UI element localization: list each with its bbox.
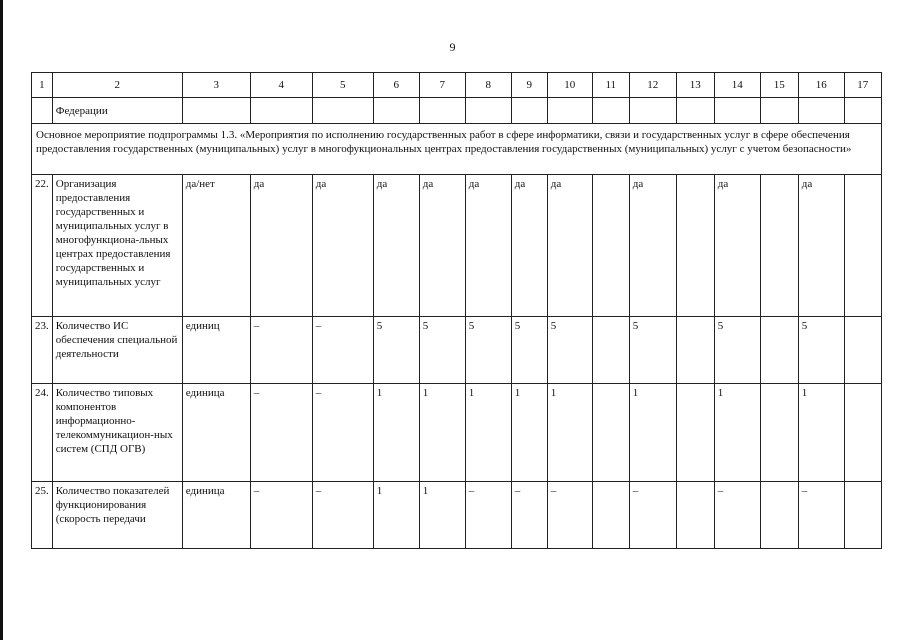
value-cell: 1 [419, 482, 465, 549]
unit-cell: да/нет [182, 175, 250, 317]
table-cell [798, 98, 844, 124]
table-cell [511, 98, 547, 124]
indicator-name-cell: Федерации [52, 98, 182, 124]
value-cell: 1 [547, 384, 592, 482]
table-body [32, 73, 882, 549]
table-cell [250, 98, 312, 124]
value-cell: 5 [714, 317, 760, 384]
column-header: 13 [676, 73, 714, 98]
value-cell: да [547, 175, 592, 317]
value-cell [844, 317, 881, 384]
value-cell: 5 [798, 317, 844, 384]
value-cell: 5 [465, 317, 511, 384]
table-row [32, 482, 882, 549]
column-header: 1 [32, 73, 53, 98]
value-cell: 1 [798, 384, 844, 482]
row-number: 22. [32, 175, 53, 317]
column-header: 10 [547, 73, 592, 98]
value-cell: да [373, 175, 419, 317]
value-cell [676, 384, 714, 482]
page-number: 9 [449, 40, 456, 54]
value-cell [760, 317, 798, 384]
value-cell: 1 [373, 384, 419, 482]
table-cell [32, 98, 53, 124]
value-cell: – [798, 482, 844, 549]
indicators-table [31, 72, 882, 549]
value-cell [592, 384, 629, 482]
value-cell [844, 175, 881, 317]
value-cell: – [547, 482, 592, 549]
table-cell [760, 98, 798, 124]
value-cell [760, 175, 798, 317]
value-cell: 1 [714, 384, 760, 482]
value-cell [592, 317, 629, 384]
column-header: 11 [592, 73, 629, 98]
table-cell [419, 98, 465, 124]
column-header: 3 [182, 73, 250, 98]
unit-cell: единица [182, 384, 250, 482]
value-cell [760, 482, 798, 549]
value-cell: да [312, 175, 373, 317]
column-header: 8 [465, 73, 511, 98]
value-cell [592, 175, 629, 317]
value-cell [760, 384, 798, 482]
value-cell: 1 [629, 384, 676, 482]
value-cell: да [714, 175, 760, 317]
column-header: 9 [511, 73, 547, 98]
table-cell [373, 98, 419, 124]
column-header: 2 [52, 73, 182, 98]
value-cell: 5 [373, 317, 419, 384]
column-header: 14 [714, 73, 760, 98]
column-header: 4 [250, 73, 312, 98]
table-row [32, 98, 882, 124]
value-cell: – [312, 317, 373, 384]
column-header: 7 [419, 73, 465, 98]
row-number: 24. [32, 384, 53, 482]
value-cell: да [465, 175, 511, 317]
value-cell: – [714, 482, 760, 549]
table-row [32, 175, 882, 317]
section-row [32, 124, 882, 175]
table-row [32, 317, 882, 384]
table-cell [844, 98, 881, 124]
column-header: 15 [760, 73, 798, 98]
value-cell: – [312, 482, 373, 549]
value-cell: 5 [511, 317, 547, 384]
value-cell: 5 [629, 317, 676, 384]
section-title: Основное мероприятие подпрограммы 1.3. «Мероприятия по исполнению государственных работ в сфере информатики, связи и государственных услуг в сфере обеспечения предоставления государственных (муниципальных) услуг в многофукциональных центрах предоставления государственных (муниципальных) услуг с учетом безопасности» [32, 124, 882, 175]
value-cell: да [629, 175, 676, 317]
value-cell: да [798, 175, 844, 317]
row-number: 25. [32, 482, 53, 549]
table-cell [629, 98, 676, 124]
value-cell [676, 317, 714, 384]
column-header: 6 [373, 73, 419, 98]
column-header: 17 [844, 73, 881, 98]
table-cell [312, 98, 373, 124]
value-cell [676, 482, 714, 549]
indicator-name-cell: Организация предоставления государственных и муниципальных услуг в многофункциона-льных центрах предоставления государственных и муниципальных услуг [52, 175, 182, 317]
value-cell: 1 [511, 384, 547, 482]
value-cell [844, 384, 881, 482]
row-number: 23. [32, 317, 53, 384]
value-cell: 5 [419, 317, 465, 384]
value-cell: да [419, 175, 465, 317]
indicator-name-cell: Количество показателей функционирования (скорость передачи [52, 482, 182, 549]
value-cell: 1 [465, 384, 511, 482]
value-cell: 1 [373, 482, 419, 549]
value-cell: – [629, 482, 676, 549]
indicator-name-cell: Количество типовых компонентов информационно-телекоммуникацион-ных систем (СПД ОГВ) [52, 384, 182, 482]
value-cell: – [250, 317, 312, 384]
table-cell [676, 98, 714, 124]
value-cell: – [312, 384, 373, 482]
table-cell [465, 98, 511, 124]
unit-cell: единиц [182, 317, 250, 384]
table-cell [592, 98, 629, 124]
value-cell: – [511, 482, 547, 549]
unit-cell: единица [182, 482, 250, 549]
value-cell: 1 [419, 384, 465, 482]
header-row [32, 73, 882, 98]
value-cell [676, 175, 714, 317]
table-cell [714, 98, 760, 124]
page-edge-bar [0, 0, 3, 640]
value-cell: – [465, 482, 511, 549]
column-header: 5 [312, 73, 373, 98]
value-cell [592, 482, 629, 549]
value-cell: да [511, 175, 547, 317]
value-cell [844, 482, 881, 549]
value-cell: да [250, 175, 312, 317]
column-header: 16 [798, 73, 844, 98]
value-cell: 5 [547, 317, 592, 384]
indicator-name-cell: Количество ИС обеспечения специальной деятельности [52, 317, 182, 384]
table-cell [547, 98, 592, 124]
value-cell: – [250, 384, 312, 482]
table-row [32, 384, 882, 482]
table-cell [182, 98, 250, 124]
column-header: 12 [629, 73, 676, 98]
value-cell: – [250, 482, 312, 549]
